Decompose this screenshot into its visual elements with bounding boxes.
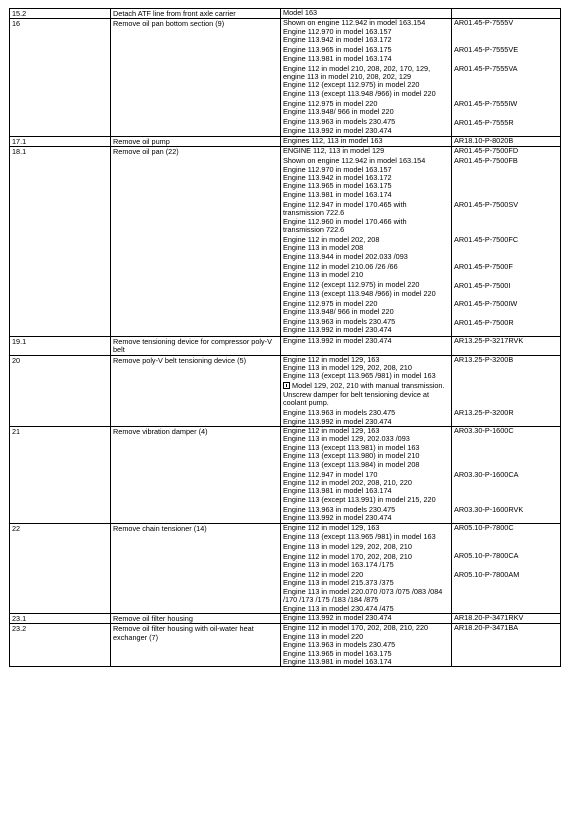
applicability-text: Engine 112 in model 202, 208 bbox=[283, 235, 380, 245]
applicability-block bbox=[283, 614, 449, 622]
applicability-text: Engine 112.960 in model 170.466 with transmission 722.6 bbox=[283, 216, 407, 235]
applicability-text: Shown on engine 112.942 in model 163.154 bbox=[283, 18, 426, 28]
applicability-text: Engine 112.970 in model 163.157 bbox=[283, 164, 392, 174]
applicability-text: Engine 113.992 in model 230.474 bbox=[283, 125, 392, 135]
applicability-block bbox=[283, 506, 449, 523]
table-row bbox=[10, 355, 561, 426]
reference-code: AR05.10-P-7800CA bbox=[454, 551, 519, 561]
applicability-text: Engine 113 in model 129, 202, 208, 210 bbox=[283, 362, 412, 372]
applicability-text: Engine 112 in model 210.06 /26 /66 bbox=[283, 261, 398, 271]
applicability-block bbox=[283, 553, 449, 570]
applicability-text: Engine 113.992 in model 230.474 bbox=[283, 416, 392, 426]
applicability-cell bbox=[281, 355, 452, 426]
task-cell: Remove chain tensioner (14) bbox=[111, 524, 281, 614]
reference-code: AR05.10-P-7800AM bbox=[454, 569, 520, 579]
reference-code: AR03.30-P-1600CA bbox=[454, 469, 519, 479]
applicability-text: Engine 112 in model 129, 163 bbox=[283, 355, 380, 364]
reference-code: AR01.45-P-7500SV bbox=[454, 199, 519, 209]
applicability-cell bbox=[281, 524, 452, 614]
reference-code: AR03.30-P-1600RVK bbox=[454, 505, 524, 515]
step-number-cell: 21 bbox=[10, 427, 111, 524]
applicability-text: Engine 113.963 in models 230.475 bbox=[283, 640, 396, 650]
applicability-text: Engine 113.981 in model 163.174 bbox=[283, 657, 392, 667]
task-cell: Remove oil pan bottom section (9) bbox=[111, 19, 281, 136]
applicability-block bbox=[283, 427, 449, 469]
applicability-text: Engine 113.948/ 966 in model 220 bbox=[283, 107, 394, 117]
reference-code: AR01.45-P-7555VE bbox=[454, 45, 519, 54]
table-row bbox=[10, 136, 561, 146]
table-row bbox=[10, 614, 561, 624]
reference-code: AR18.20-P-3471RKV bbox=[454, 613, 524, 623]
applicability-block bbox=[283, 201, 449, 235]
procedure-table-body bbox=[10, 9, 561, 667]
task-cell: Remove oil filter housing bbox=[111, 614, 281, 624]
applicability-text: Engine 112.970 in model 163.157 bbox=[283, 26, 392, 36]
task-cell: Remove tensioning device for compressor poly-V belt bbox=[111, 336, 281, 355]
step-number-cell: 18.1 bbox=[10, 147, 111, 337]
applicability-block bbox=[283, 382, 449, 407]
step-number-cell: 16 bbox=[10, 19, 111, 136]
reference-code: AR01.45-P-7555V bbox=[454, 18, 514, 28]
table-row bbox=[10, 427, 561, 524]
applicability-text: Engine 113 (except 113.980) in model 210 bbox=[283, 451, 420, 461]
applicability-block bbox=[283, 236, 449, 261]
applicability-block bbox=[283, 571, 449, 613]
applicability-text: Engine 113 (except 113.984) in model 208 bbox=[283, 459, 420, 469]
reference-code: AR01.45-P-7555R bbox=[454, 117, 514, 127]
applicability-text: Engine 112 in model 170, 202, 208, 210 bbox=[283, 551, 412, 561]
applicability-block bbox=[283, 471, 449, 505]
applicability-cell bbox=[281, 336, 452, 355]
reference-code-cell bbox=[452, 355, 561, 426]
applicability-text: Model 163 bbox=[283, 8, 318, 17]
applicability-block bbox=[283, 337, 449, 345]
reference-code: AR01.45-P-7500I bbox=[454, 280, 511, 290]
applicability-text: Engine 113.965 in model 163.175 bbox=[283, 181, 392, 191]
applicability-text: Engine 112 (except 112.975) in model 220 bbox=[283, 80, 420, 90]
reference-code: AR13.25-P-3217RVK bbox=[454, 336, 524, 345]
applicability-block bbox=[283, 281, 449, 298]
applicability-block bbox=[283, 300, 449, 317]
applicability-block bbox=[283, 147, 449, 155]
task-cell: Remove oil pump bbox=[111, 136, 281, 146]
applicability-cell bbox=[281, 136, 452, 146]
table-row bbox=[10, 147, 561, 337]
reference-code: AR01.45-P-7500FC bbox=[454, 235, 519, 245]
task-cell: Remove vibration damper (4) bbox=[111, 427, 281, 524]
applicability-text: Engine 113.942 in model 163.172 bbox=[283, 35, 392, 45]
applicability-text: Engine 113.963 in models 230.475 bbox=[283, 117, 396, 127]
applicability-text: Engine 113 (except 113.948 /966) in model 220 bbox=[283, 88, 436, 98]
applicability-block bbox=[283, 65, 449, 99]
reference-code: AR13.25-P-3200R bbox=[454, 407, 514, 417]
reference-code-cell bbox=[452, 524, 561, 614]
task-cell: Remove poly-V belt tensioning device (5) bbox=[111, 355, 281, 426]
applicability-block bbox=[283, 46, 449, 63]
applicability-text: Shown on engine 112.942 in model 163.154 bbox=[283, 156, 426, 166]
applicability-text: Engine 112.975 in model 220 bbox=[283, 98, 378, 108]
applicability-cell bbox=[281, 147, 452, 337]
applicability-block bbox=[283, 118, 449, 135]
applicability-block bbox=[283, 356, 449, 381]
reference-code-cell bbox=[452, 427, 561, 524]
applicability-text: Engine 113.992 in model 230.474 bbox=[283, 325, 392, 335]
applicability-text: Engine 113.944 in model 202.033 /093 bbox=[283, 251, 408, 261]
reference-code: AR01.45-P-7555VA bbox=[454, 63, 518, 73]
table-row bbox=[10, 19, 561, 136]
step-number-cell: 15.2 bbox=[10, 9, 111, 19]
reference-code: AR03.30-P-1600C bbox=[454, 426, 514, 435]
applicability-text: Engine 113.981 in model 163.174 bbox=[283, 53, 392, 63]
reference-code: AR13.25-P-3200B bbox=[454, 355, 514, 364]
applicability-text: Engine 113.992 in model 230.474 bbox=[283, 613, 392, 623]
reference-code-cell bbox=[452, 614, 561, 624]
applicability-text: ENGINE 112, 113 in model 129 bbox=[283, 146, 385, 156]
applicability-text: Engine 113 in model 230.474 /475 bbox=[283, 603, 394, 613]
applicability-text: Engine 113.965 in model 163.175 bbox=[283, 648, 392, 658]
applicability-text: Engine 113 (except 113.981) in model 163 bbox=[283, 442, 420, 452]
applicability-text: Engine 113.992 in model 230.474 bbox=[283, 336, 392, 345]
step-number-cell: 20 bbox=[10, 355, 111, 426]
applicability-text: Engine 113 in model 208 bbox=[283, 243, 364, 253]
applicability-text: Engine 113.981 in model 163.174 bbox=[283, 486, 392, 496]
applicability-text: Engine 113.963 in models 230.475 bbox=[283, 408, 396, 418]
step-number-cell: 23.1 bbox=[10, 614, 111, 624]
applicability-text: Engine 112 in model 129, 163 bbox=[283, 426, 380, 435]
reference-code: AR01.45-P-7500F bbox=[454, 261, 513, 271]
applicability-text: Engine 113.948/ 966 in model 220 bbox=[283, 307, 394, 317]
applicability-text: Engine 112 in model 170, 202, 208, 210, 220 bbox=[283, 623, 429, 633]
applicability-block bbox=[283, 409, 449, 426]
reference-code: AR18.20-P-3471BA bbox=[454, 623, 519, 633]
applicability-cell bbox=[281, 427, 452, 524]
applicability-block bbox=[283, 263, 449, 280]
applicability-text: Engine 113 (except 113.991) in model 215, 220 bbox=[283, 494, 436, 504]
table-row bbox=[10, 524, 561, 614]
reference-code: AR01.45-P-7500FD bbox=[454, 146, 519, 156]
applicability-text: Engine 112 in model 210, 208, 202, 170, 129, engine 113 in model 210, 208, 202, 129 bbox=[283, 63, 431, 82]
applicability-text: Engine 113.981 in model 163.174 bbox=[283, 189, 392, 199]
applicability-text: Engine 113 (except 113.948 /966) in model 220 bbox=[283, 288, 436, 298]
reference-code-cell bbox=[452, 147, 561, 337]
applicability-block bbox=[283, 543, 449, 551]
reference-code: AR01.45-P-7500IW bbox=[454, 299, 518, 309]
task-cell: Remove oil filter housing with oil-water heat exchanger (7) bbox=[111, 624, 281, 667]
reference-code-cell bbox=[452, 624, 561, 667]
table-row bbox=[10, 336, 561, 355]
task-cell: Remove oil pan (22) bbox=[111, 147, 281, 337]
applicability-text: Engine 113.992 in model 230.474 bbox=[283, 513, 392, 523]
applicability-text: Engine 112.947 in model 170.465 with transmission 722.6 bbox=[283, 199, 407, 218]
applicability-text: Engine 113 in model 210 bbox=[283, 270, 364, 280]
applicability-text: Engine 112.947 in model 170 bbox=[283, 469, 378, 479]
applicability-text: Engine 113 in model 215.373 /375 bbox=[283, 578, 394, 588]
applicability-text: Engine 112 in model 202, 208, 210, 220 bbox=[283, 478, 412, 488]
applicability-text: Engine 112 in model 220 bbox=[283, 570, 364, 579]
applicability-block bbox=[283, 19, 449, 44]
reference-code bbox=[454, 9, 558, 17]
applicability-block bbox=[283, 100, 449, 117]
reference-code bbox=[454, 543, 558, 551]
task-cell: Detach ATF line from front axle carrier bbox=[111, 9, 281, 19]
applicability-block bbox=[283, 318, 449, 335]
reference-code-cell bbox=[452, 9, 561, 19]
procedure-table bbox=[9, 8, 561, 667]
reference-code: AR01.45-P-7500R bbox=[454, 317, 514, 327]
reference-code-cell bbox=[452, 136, 561, 146]
applicability-text: Engine 113.963 in models 230.475 bbox=[283, 504, 396, 514]
applicability-text: Engine 112 (except 112.975) in model 220 bbox=[283, 280, 420, 290]
applicability-text: Engines 112, 113 in model 163 bbox=[283, 136, 383, 145]
reference-code-cell bbox=[452, 19, 561, 136]
applicability-text: Engine 113 in model 163.174 /175 bbox=[283, 560, 394, 569]
table-row bbox=[10, 9, 561, 19]
applicability-text: Engine 113 in model 220.070 /073 /075 /083 /084 /170 /173 /175 /183 /184 /875 bbox=[283, 586, 443, 605]
applicability-text: Engine 113 in model 129, 202, 208, 210 bbox=[283, 541, 412, 551]
applicability-cell bbox=[281, 624, 452, 667]
applicability-text: Engine 113 in model 129, 202.033 /093 bbox=[283, 434, 410, 444]
applicability-cell bbox=[281, 614, 452, 624]
applicability-text: Engine 113 in model 220 bbox=[283, 631, 364, 641]
reference-code: AR18.10-P-8020B bbox=[454, 136, 514, 145]
reference-code-cell bbox=[452, 336, 561, 355]
applicability-block bbox=[283, 9, 449, 17]
applicability-text: Engine 113 (except 113.965 /981) in model 163 bbox=[283, 531, 436, 541]
applicability-cell bbox=[281, 19, 452, 136]
step-number-cell: 17.1 bbox=[10, 136, 111, 146]
applicability-text: Engine 112 in model 129, 163 bbox=[283, 523, 380, 533]
applicability-text: Engine 113.965 in model 163.175 bbox=[283, 45, 392, 55]
step-number-cell: 23.2 bbox=[10, 624, 111, 667]
reference-code: AR01.45-P-7500FB bbox=[454, 156, 518, 166]
step-number-cell: 22 bbox=[10, 524, 111, 614]
applicability-text: Engine 113.963 in models 230.475 bbox=[283, 317, 396, 327]
note-text: Model 129, 202, 210 with manual transmission. Unscrew damper for belt tensioning device at coolant pump. bbox=[283, 381, 445, 408]
reference-code bbox=[454, 382, 558, 407]
applicability-block bbox=[283, 157, 449, 199]
applicability-block bbox=[283, 137, 449, 145]
applicability-cell bbox=[281, 9, 452, 19]
reference-code: AR01.45-P-7555IW bbox=[454, 99, 518, 109]
applicability-text: Engine 113 (except 113.965 /981) in model 163 bbox=[283, 371, 436, 381]
table-row bbox=[10, 624, 561, 667]
applicability-text: Engine 112.975 in model 220 bbox=[283, 298, 378, 308]
applicability-block bbox=[283, 624, 449, 666]
applicability-text bbox=[283, 382, 449, 407]
info-icon bbox=[283, 382, 290, 389]
reference-code: AR05.10-P-7800C bbox=[454, 523, 514, 533]
step-number-cell: 19.1 bbox=[10, 336, 111, 355]
applicability-block bbox=[283, 524, 449, 541]
applicability-text: Engine 113.942 in model 163.172 bbox=[283, 173, 392, 182]
